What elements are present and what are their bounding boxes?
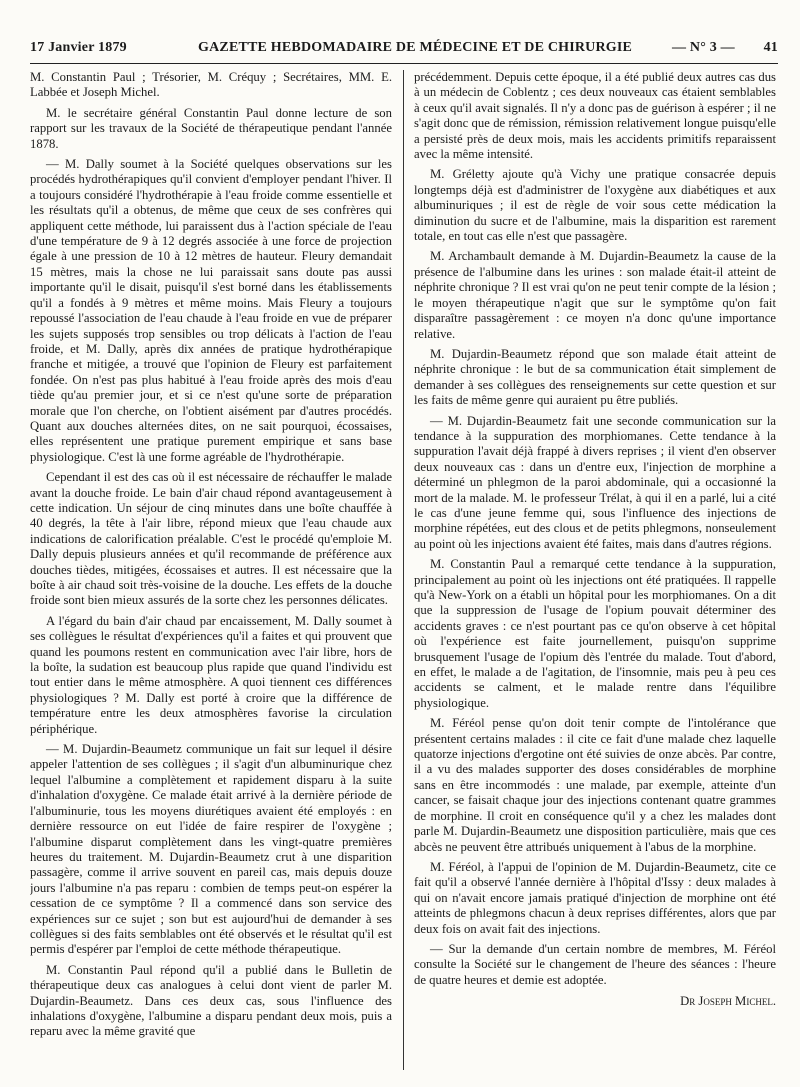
paragraph: A l'égard du bain d'air chaud par encaissement, M. Dally soumet à ses collègues le résultat d'expériences qu'il a faites et qui prouvent que quand les poumons restent en communication avec l'air libre, hors de la boîte, la sudation est beaucoup plus rapide que quand l'individu est tout entier dans le même atmosphère. A quoi tiennent ces différences physiologiques ? M. Dally est porté à croire que la différence de température entre les deux atmosphères favorise la circulation périphérique. [30,613,392,736]
paragraph: M. Constantin Paul ; Trésorier, M. Créquy ; Secrétaires, MM. E. Labbée et Joseph Michel. [30,70,392,100]
paragraph: Cependant il est des cas où il est nécessaire de réchauffer le malade avant la douche froide. Le bain d'air chaud répond avantageusement à cette indication. Un séjour de cinq minutes dans une boîte chauffée à 40 degrés, la tête à l'air libre, répond mieux que l'eau chaude aux indications de calorification préalable. C'est le procédé qu'emploie M. Dally depuis plusieurs années et qu'il recommande de préférence aux douches tièdes, mitigées, écossaises et autres. Il est nécessaire que la boîte à air chaud soit très-voisine de la douche. Les effets de la douche froide sont bien mieux assurés de la sorte chez les personnes délicates. [30,470,392,608]
header-date: 17 Janvier 1879 [30,40,127,55]
paragraph: — M. Dujardin-Beaumetz communique un fait sur lequel il désire appeler l'attention de ses collègues ; il s'agit d'un albuminurique chez lequel l'albumine a complètement et rapidement disparu à la suite d'inhalation d'oxygène. Ce malade était arrivé à la dernière période de l'albuminurie, tous les moyens diurétiques avaient été employés : en dernière ressource on eut l'idée de faire respirer de l'oxygène ; l'albumine disparut complètement dans les vingt-quatre premières heures du traitement. M. Dujardin-Beaumetz crut à une disparition passagère, comme il arrive souvent en pareil cas, mais depuis douze jours l'albumine n'a pas reparu : combien de temps peut-on espérer la cessation de ce symptôme ? Il a commencé dans son service des expériences sur ce sujet ; son but est aujourd'hui de demander à ses collègues si des faits semblables ont été observés et le résultat qu'il est permis d'espérer par l'emploi de cette méthode thérapeutique. [30,742,392,957]
paragraph: — M. Dujardin-Beaumetz fait une seconde communication sur la tendance à la suppuration des morphiomanes. Cette tendance à la suppuration l'avait déjà frappé à divers reprises ; il vient d'en observer deux nouveaux cas : dans un d'entre eux, l'injection de morphine a déterminé un phlegmon de la paroi abdominale, qui a occasionné la mort de la malade. M. le professeur Trélat, à qui il en a parlé, lui a cité le cas d'une jeune femme qui, sous l'influence des injections de morphine répétées, eut des clous et de petits phlegmons, nonseulement au point où les injections avaient été faites, mais dans d'autres régions. [414,413,776,551]
paragraph: M. Constantin Paul répond qu'il a publié dans le Bulletin de thérapeutique deux cas analogues à celui dont vient de parler M. Dujardin-Beaumetz. Dans ces deux cas, sous l'influence des inhalations d'oxygène, l'albumine a disparu pendant deux mois, puis a reparu avec la même gravité que [30,962,392,1039]
paragraph: M. Dujardin-Beaumetz répond que son malade était atteint de néphrite chronique : le but de sa communication était simplement de demander à ses collègues des renseignements sur cette question et sur les faits de même genre qui auraient pu être publiés. [414,346,776,408]
header-rule [30,63,778,64]
left-column [30,70,392,1075]
right-column [414,70,776,1075]
running-header [30,40,778,60]
paragraph: — M. Dally soumet à la Société quelques observations sur les procédés hydrothérapiques qu'il convient d'employer pendant l'hiver. Il a toujours considéré l'hydrothérapie à l'eau froide comme essentielle et les résultats qu'il a obtenus, de même que ceux de ses confrères qui appliquent cette méthode, lui paraissent dus à l'action spéciale de l'eau d'une température de 9 à 12 degrés associée à une force de projection égale à une pression de 10 à 12 mètres de hauteur. Fleury demandait 15 mètres, mais la chose ne lui paraissait sans doute pas aussi importante qu'il le disait, puisqu'il s'est borné dans les établissements qu'il a fondés à 9 mètres et même moins. Mais Fleury a toujours repoussé l'association de l'eau chaude à l'eau froide en vue de préparer les sujets supposés trop sensibles ou trop délicats à l'action de l'eau froide, et M. Dally, après dix années de pratique hydrothérapique franche et mitigée, a trouvé que l'opinion de Fleury est parfaitement fondée. On n'est pas plus habitué à l'eau froide après des mois d'eau tiède qu'au premier jour, et si ce n'est qu'une sorte de préparation morale que l'on cherche, on l'obtient aisément par d'autres procédés. Quant aux douches alternées dites, on ne sait pourquoi, écossaises, elles représentent une pratique purement empirique et sans base physiologique. C'est là une forme agréable de l'hydrothérapie. [30,157,392,464]
column-divider [403,70,404,1070]
paragraph: M. Constantin Paul a remarqué cette tendance à la suppuration, principalement au point où les injections ont été pratiquées. Il rappelle qu'à New-York on a établi un hôpital pour les morphiomanes. On a dit que la suppression de l'usage de l'opium pouvait déterminer des accidents graves : ce n'est pourtant pas ce qu'on observe à cet hôpital où l'expérience est faite journellement, puisqu'on supprime brusquement l'usage de l'opium dès l'entrée du malade. Tout d'abord, en effet, le malade a de l'agitation, de l'insomnie, mais peu à peu ces accidents se calment, et le malade rentre dans l'équilibre physiologique. [414,557,776,710]
header-issue: — N° 3 — [672,40,735,55]
paragraph: M. le secrétaire général Constantin Paul donne lecture de son rapport sur les travaux de la Société de thérapeutique pendant l'année 1878. [30,105,392,151]
paragraph: M. Archambault demande à M. Dujardin-Beaumetz la cause de la présence de l'albumine dans les urines : son malade était-il atteint de néphrite chronique ? Il est vrai qu'on ne peut tenir compte de la lésion ; le moyen thérapeutique n'agit que sur le symptôme qu'on fait disparaître passagèrement : ce moyen n'a donc qu'une importance relative. [414,249,776,341]
paragraph: M. Gréletty ajoute qu'à Vichy une pratique consacrée depuis longtemps déjà est d'administrer de l'oxygène aux diabétiques et aux albuminuriques ; il est de règle de voir sous cette médication la diminution du sucre et de l'albumine, mais la disparition est rarement totale, en tout cas elle n'est que passagère. [414,167,776,244]
header-page-number: 41 [763,40,778,55]
header-title: GAZETTE HEBDOMADAIRE DE MÉDECINE ET DE CHIRURGIE [198,40,633,55]
signature: Dr Joseph Michel. [680,994,776,1009]
paragraph: M. Féréol, à l'appui de l'opinion de M. Dujardin-Beaumetz, cite ce fait qu'il a observé l'année dernière à l'hôpital d'Issy : deux malades à qui on n'avait encore jamais pratiqué d'injection de morphine ont été atteints de phlegmons chacun à deux reprises différentes, alors que par deux fois on avait fait des injections. [414,859,776,936]
paragraph: — Sur la demande d'un certain nombre de membres, M. Féréol consulte la Société sur le changement de l'heure des séances : l'heure de quatre heures et demie est adoptée. [414,941,776,987]
paragraph: précédemment. Depuis cette époque, il a été publié deux autres cas dus à un médecin de Coblentz ; ces deux nouveaux cas étaient semblables à ceux qu'il avait signalés. Il n'y a donc pas de guérison à espérer ; il ne s'agit donc que de rémission, rémission relativement longue puisqu'elle a persisté près de deux mois, mais les accidents primitifs reparaissent avec la même intensité. [414,70,776,162]
paragraph: M. Féréol pense qu'on doit tenir compte de l'intolérance que présentent certains malades : il cite ce fait d'une malade chez laquelle quatorze injections d'ergotine ont été suivies de onze abcès. Par contre, il a vu des malades supporter des doses considérables de morphine sans en être incommodés : une malade, par exemple, atteinte d'un cancer, se faisait chaque jour des injections contenant quatre grammes de morphine. Il croit en conséquence qu'il y a chez les malades dont parle M. Dujardin-Beaumetz une disposition particulière, mais que ces abcès ne peuvent être attribués uniquement à l'abus de la morphine. [414,716,776,854]
